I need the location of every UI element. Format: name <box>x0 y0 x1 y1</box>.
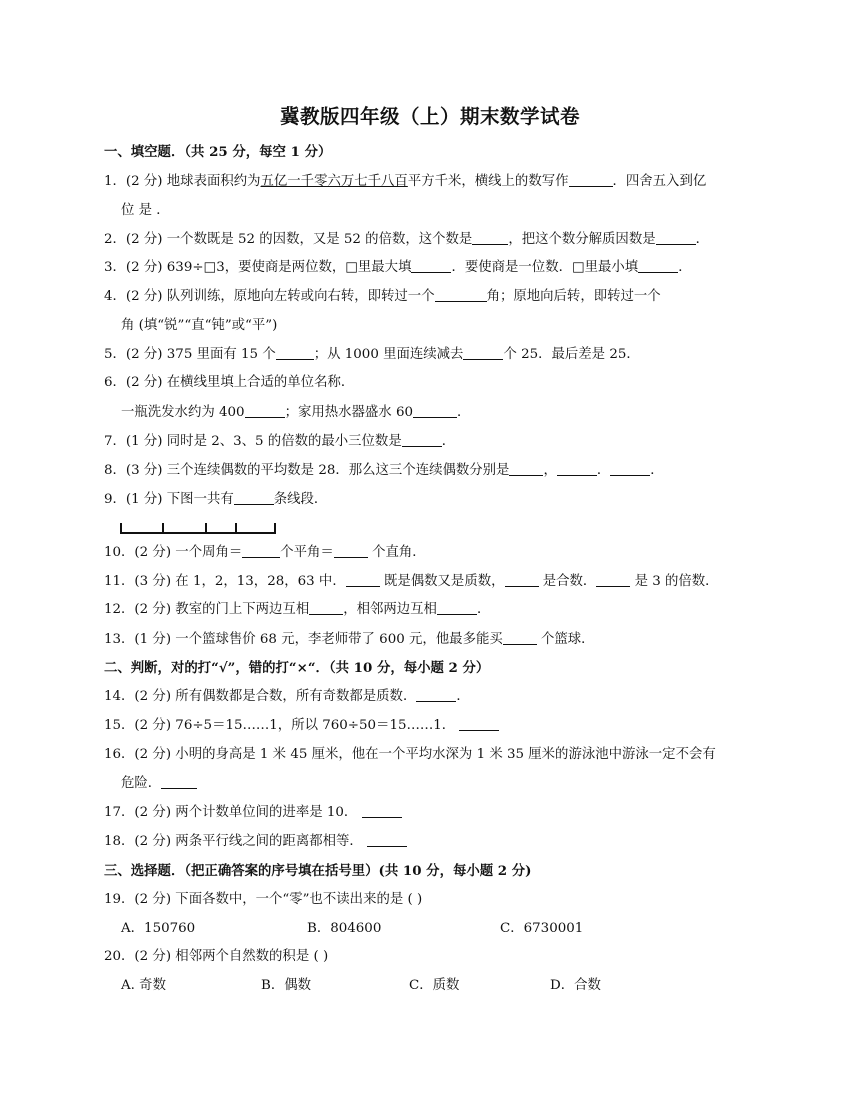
question-text: 既是偶数又是质数， <box>379 574 505 589</box>
question-text: 10．(2 分) 一个周角＝ <box>104 545 243 560</box>
answer-blank[interactable] <box>413 404 457 418</box>
answer-blank[interactable] <box>309 601 343 615</box>
question-text: 7．(1 分) 同时是 2、3、5 的倍数的最小三位数是 <box>104 434 402 449</box>
question-text: ．四舍五入到亿 <box>612 174 707 189</box>
question-text: 17．(2 分) 两个计数单位间的进率是 10． <box>104 805 358 820</box>
question-text: 4．(2 分) 队列训练，原地向左转或向右转，即转过一个 <box>104 289 435 304</box>
question-15 <box>104 717 764 735</box>
question-text: ． <box>678 260 692 275</box>
option-c[interactable]: C．6730001 <box>500 921 584 936</box>
question-text: 角；原地向后转，即转过一个 <box>486 289 661 304</box>
question-text: 15．(2 分) 76÷5＝15……1，所以 760÷50＝15……1． <box>104 718 456 733</box>
question-9 <box>104 491 764 509</box>
question-text: 是合数． <box>538 574 597 589</box>
question-7 <box>104 433 764 451</box>
question-text: ． <box>456 405 471 420</box>
question-text: 个篮球． <box>536 632 595 647</box>
answer-blank[interactable] <box>161 775 197 789</box>
answer-blank[interactable] <box>276 346 314 360</box>
question-12 <box>104 601 764 619</box>
question-text: 3．(2 分) 639÷□3，要使商是两位数，□里最大填 <box>104 260 412 275</box>
answer-blank[interactable] <box>416 688 456 702</box>
line-segment-diagram <box>120 520 280 536</box>
option-c[interactable]: C．质数 <box>409 978 460 993</box>
answer-blank[interactable] <box>596 573 630 587</box>
question-10 <box>104 544 764 562</box>
answer-blank[interactable] <box>610 462 650 476</box>
question-text: 个平角＝ <box>280 545 334 560</box>
answer-blank[interactable] <box>463 346 503 360</box>
answer-blank[interactable] <box>569 173 613 187</box>
question-1-continued: 位 是 ． <box>121 203 170 218</box>
question-text: ．要使商是一位数．□里最小填 <box>451 260 639 275</box>
question-text: 13．(1 分) 一个篮球售价 68 元，李老师带了 600 元，他最多能买 <box>104 632 503 647</box>
answer-blank[interactable] <box>459 717 499 731</box>
question-4 <box>104 288 760 306</box>
question-16: 16．(2 分) 小明的身高是 1 米 45 厘米，他在一个平均水深为 1 米 35 厘米的游泳池中游泳一定不会有 <box>104 747 716 762</box>
question-text: 平方千米，横线上的数写作 <box>407 174 569 189</box>
question-18 <box>104 833 764 851</box>
answer-blank[interactable] <box>503 631 537 645</box>
question-text: ． <box>456 689 470 704</box>
question-text: 14．(2 分) 所有偶数都是合数，所有奇数都是质数． <box>104 689 417 704</box>
question-8 <box>104 462 764 480</box>
option-b[interactable]: B．偶数 <box>261 978 312 993</box>
answer-blank[interactable] <box>402 433 442 447</box>
answer-blank[interactable] <box>638 259 678 273</box>
answer-blank[interactable] <box>435 288 487 302</box>
option-d[interactable]: D．合数 <box>550 978 601 993</box>
answer-blank[interactable] <box>472 231 508 245</box>
question-6: 6．(2 分) 在横线里填上合适的单位名称． <box>104 375 355 390</box>
section-heading-multiple-choice: 三、选择题．（把正确答案的序号填在括号里）(共 10 分，每小题 2 分) <box>104 863 532 879</box>
question-text: ，相邻两边互相 <box>343 602 437 617</box>
question-text: 条线段． <box>273 492 328 507</box>
section-heading-fill-in: 一、填空题．（共 25 分，每空 1 分） <box>104 144 332 160</box>
question-text: 2．(2 分) 一个数既是 52 的因数，又是 52 的倍数，这个数是 <box>104 232 473 247</box>
question-text: 是 3 的倍数． <box>630 574 719 589</box>
question-text: ；从 1000 里面连续减去 <box>313 347 464 362</box>
question-6-continued <box>121 404 781 422</box>
question-text: 8．(3 分) 三个连续偶数的平均数是 28．那么这三个连续偶数分别是 <box>104 463 510 478</box>
question-text: 危险． <box>121 776 162 791</box>
option-a[interactable]: A．150760 <box>121 921 196 936</box>
question-text: ． <box>441 434 456 449</box>
underlined-text: 五亿一千零六万七千八百 <box>260 174 408 189</box>
question-text: ． <box>650 463 664 478</box>
answer-blank[interactable] <box>334 544 368 558</box>
question-text: ，把这个数分解质因数是 <box>508 232 656 247</box>
question-13 <box>104 631 764 649</box>
question-text: 一瓶洗发水约为 400 <box>121 405 245 420</box>
question-text: ． <box>476 602 491 617</box>
page-title: 冀教版四年级（上）期末数学试卷 <box>279 105 580 128</box>
question-text: 5．(2 分) 375 里面有 15 个 <box>104 347 276 362</box>
answer-blank[interactable] <box>362 804 402 818</box>
question-text: 个 25．最后差是 25． <box>503 347 640 362</box>
question-16-continued <box>121 775 781 793</box>
answer-blank[interactable] <box>346 573 380 587</box>
question-text: ；家用热水器盛水 60 <box>284 405 413 420</box>
question-3 <box>104 259 764 277</box>
question-14 <box>104 688 764 706</box>
question-1 <box>104 173 764 191</box>
answer-blank[interactable] <box>505 573 539 587</box>
question-text: ． <box>596 463 611 478</box>
question-2 <box>104 231 764 249</box>
answer-blank[interactable] <box>242 544 280 558</box>
question-5 <box>104 346 764 364</box>
answer-blank[interactable] <box>367 833 407 847</box>
question-text: 1．(2 分) 地球表面积约为 <box>104 174 261 189</box>
question-text: ， <box>543 463 557 478</box>
question-text: 11．(3 分) 在 1，2，13，28，63 中． <box>104 574 346 589</box>
question-text: 9．(1 分) 下图一共有 <box>104 492 234 507</box>
question-text: ． <box>695 232 709 247</box>
answer-blank[interactable] <box>437 601 477 615</box>
section-heading-true-false: 二、判断，对的打“√”，错的打“×“．（共 10 分，每小题 2 分） <box>104 660 490 676</box>
option-b[interactable]: B．804600 <box>307 921 382 936</box>
question-11 <box>104 573 764 591</box>
answer-blank[interactable] <box>656 231 696 245</box>
answer-blank[interactable] <box>234 491 274 505</box>
question-text: 18．(2 分) 两条平行线之间的距离都相等． <box>104 834 363 849</box>
question-text: 12．(2 分) 教室的门上下两边互相 <box>104 602 310 617</box>
answer-blank[interactable] <box>245 404 285 418</box>
question-17 <box>104 804 764 822</box>
option-a[interactable]: A. 奇数 <box>121 978 166 993</box>
question-20: 20．(2 分) 相邻两个自然数的积是 ( ) <box>104 949 329 964</box>
question-19: 19．(2 分) 下面各数中，一个“零”也不读出来的是 ( ) <box>104 892 423 907</box>
answer-blank[interactable] <box>509 462 543 476</box>
question-text: 个直角． <box>367 545 426 560</box>
answer-blank[interactable] <box>411 259 451 273</box>
answer-blank[interactable] <box>557 462 597 476</box>
question-4-continued: 角 (填“锐”“直“钝”或“平”) <box>121 318 278 333</box>
